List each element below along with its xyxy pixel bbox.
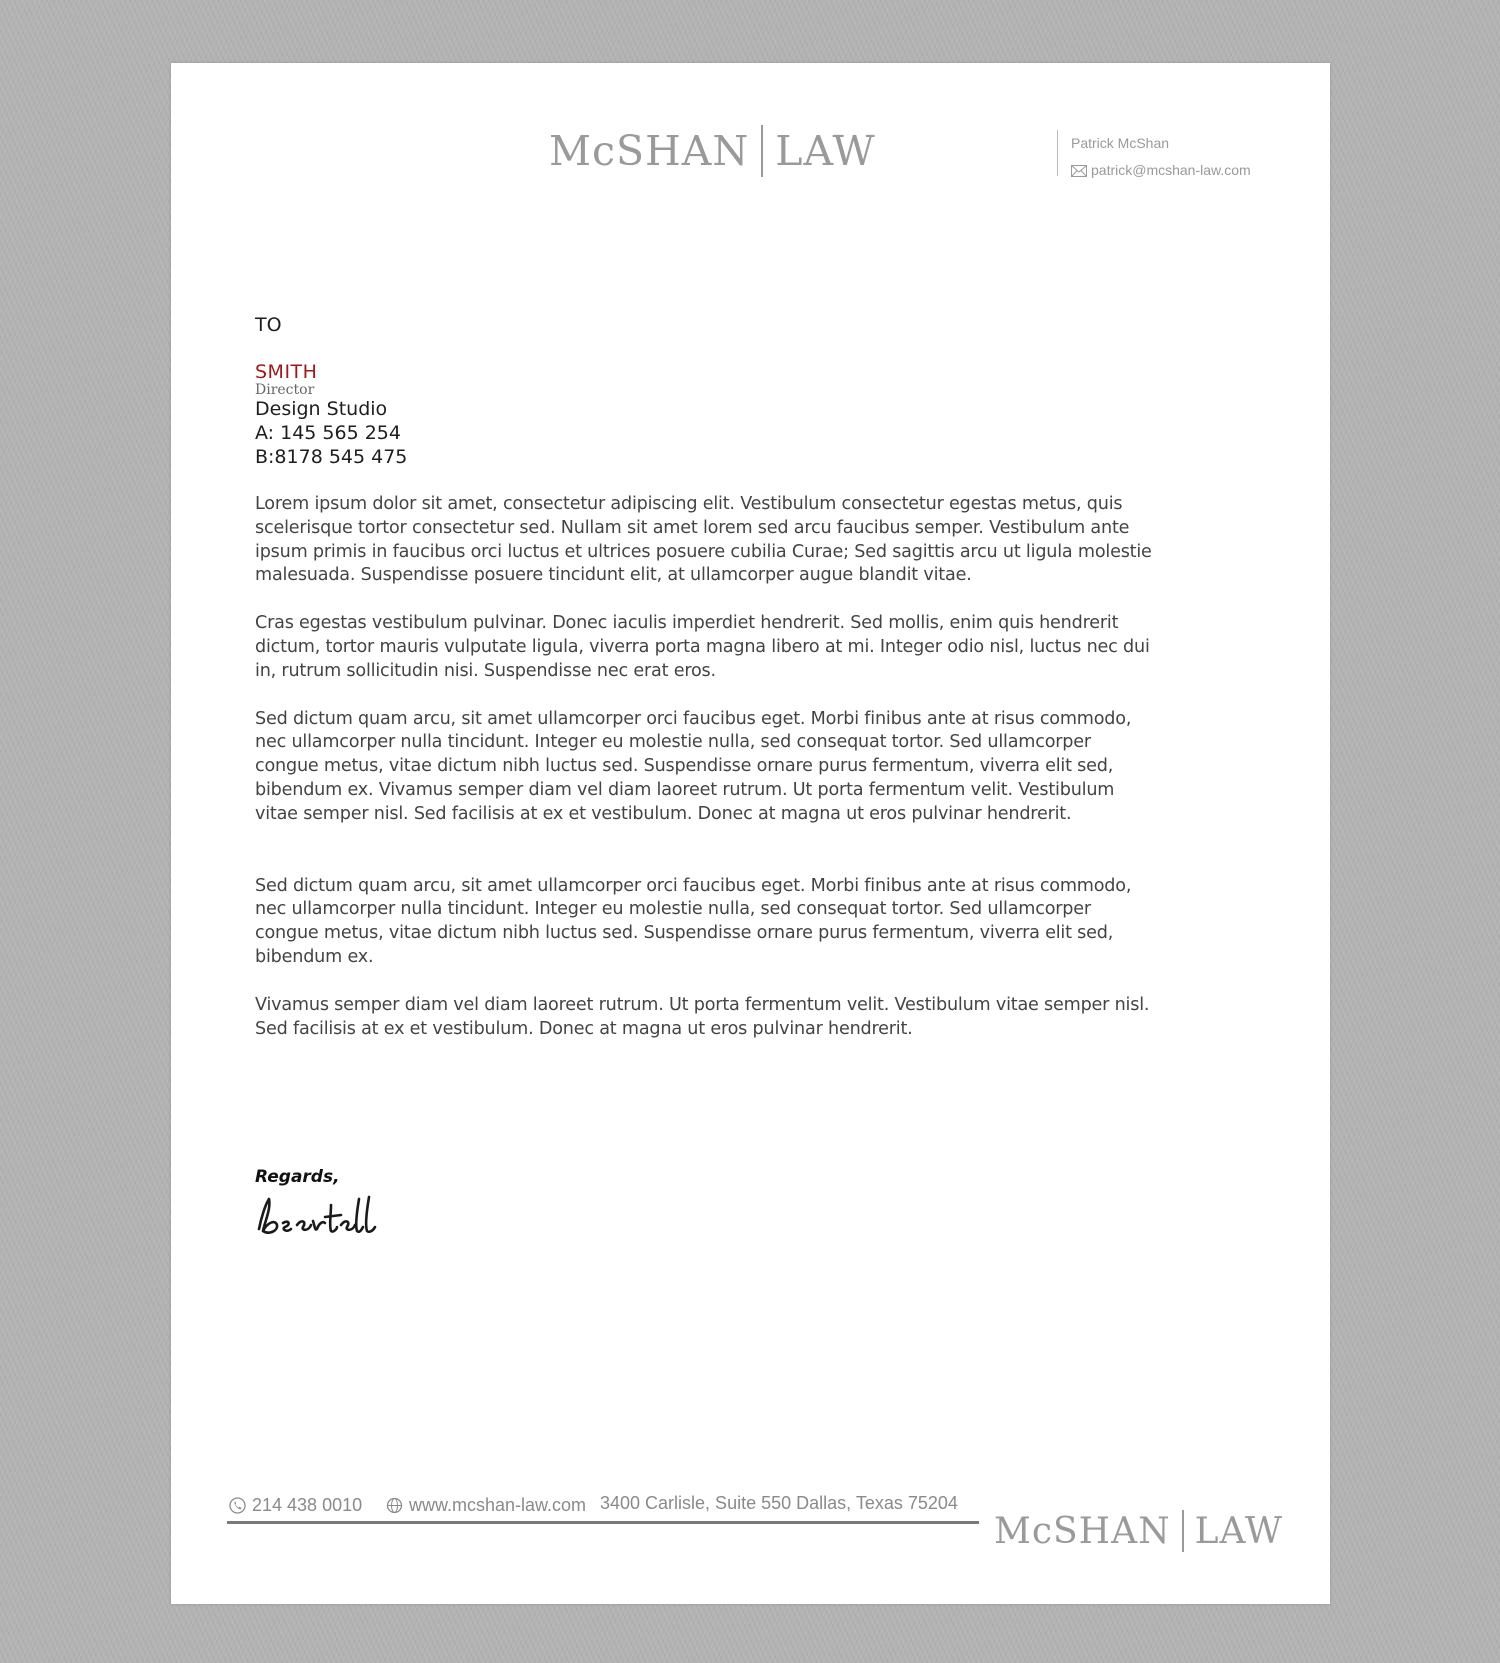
body-paragraph-3: Sed dictum quam arcu, sit amet ullamcorper orci faucibus eget. Morbi finibus ante at risus commodo, nec ullamcorper nulla tincidunt. Integer eu molestie nulla, sed consequat tortor. Sed ullamcorper congue metus, vitae dictum nibh luctus sed. Suspendisse ornare purus fermentum, viverra elit sed, bibendum ex. Vivamus semper diam vel diam laoreet rutrum. Ut porta fermentum velit. Vestibulum vitae semper nisl. Sed facilisis at ex et vestibulum. Donec at magna ut eros pulvinar hendrerit.	[255, 708, 1132, 824]
to-label: TO	[255, 314, 282, 336]
header-logo-law: LAW	[775, 127, 876, 175]
footer-website[interactable]: www.mcshan-law.com	[409, 1495, 587, 1515]
recipient-phone-a: A: 145 565 254	[255, 422, 401, 444]
letterhead-page	[171, 63, 1330, 1604]
footer-logo-law: LAW	[1194, 1510, 1284, 1552]
recipient-name: SMITH	[255, 361, 318, 383]
recipient-phone-b: B:8178 545 475	[255, 446, 408, 468]
footer-phone-item	[229, 1495, 362, 1516]
recipient-title: Director	[255, 382, 315, 398]
signature-image	[253, 1191, 383, 1241]
contact-email-row	[1071, 157, 1251, 184]
mail-icon	[1071, 165, 1087, 177]
contact-email[interactable]: patrick@mcshan-law.com	[1091, 162, 1251, 178]
footer-logo-divider	[1182, 1510, 1184, 1552]
phone-icon	[229, 1497, 246, 1514]
body-paragraph-1: Lorem ipsum dolor sit amet, consectetur adipiscing elit. Vestibulum consectetur egestas metus, quis scelerisque tortor consectetur sed. Nullam sit amet lorem sed arcu faucibus semper. Vestibulum ante ipsum primis in faucibus orci luctus et ultrices posuere cubilia Curae; Sed sagittis arcu ut ligula molestie malesuada. Suspendisse posuere tincidunt elit, at ullamcorper augue blandit vitae.	[255, 494, 1152, 586]
footer-bar	[227, 1495, 979, 1524]
body-paragraph-5: Vivamus semper diam vel diam laoreet rutrum. Ut porta fermentum velit. Vestibulum vitae semper nisl. Sed facilisis at ex et vestibulum. Donec at magna ut eros pulvinar hendrerit.	[255, 994, 1150, 1039]
footer-phone: 214 438 0010	[252, 1495, 363, 1515]
header-logo-divider	[761, 125, 763, 177]
footer-address: 3400 Carlisle, Suite 550 Dallas, Texas 75204	[600, 1493, 958, 1513]
letter-body	[255, 313, 1155, 1041]
footer-website-item	[386, 1495, 586, 1516]
body-paragraph-4: Sed dictum quam arcu, sit amet ullamcorper orci faucibus eget. Morbi finibus ante at risus commodo, nec ullamcorper nulla tincidunt. Integer eu molestie nulla, sed consequat tortor. Sed ullamcorper congue metus, vitae dictum nibh luctus sed. Suspendisse ornare purus fermentum, viverra elit sed, bibendum ex.	[255, 875, 1132, 967]
globe-icon	[386, 1497, 403, 1514]
footer-logo	[994, 1509, 1283, 1553]
header-logo-firm-name: McSHAN	[549, 127, 750, 175]
body-paragraph-2: Cras egestas vestibulum pulvinar. Donec iaculis imperdiet hendrerit. Sed mollis, enim quis hendrerit dictum, tortor mauris vulputate ligula, viverra porta magna libero at mi. Integer odio nisl, luctus nec dui in, rutrum sollicitudin nisi. Suspendisse nec erat eros.	[255, 613, 1150, 681]
recipient-company: Design Studio	[255, 398, 388, 420]
header-contact	[1057, 130, 1251, 176]
contact-name: Patrick McShan	[1071, 135, 1170, 151]
closing-regards: Regards,	[255, 1167, 340, 1187]
header-logo	[549, 125, 876, 177]
footer-logo-firm-name: McSHAN	[994, 1510, 1171, 1552]
